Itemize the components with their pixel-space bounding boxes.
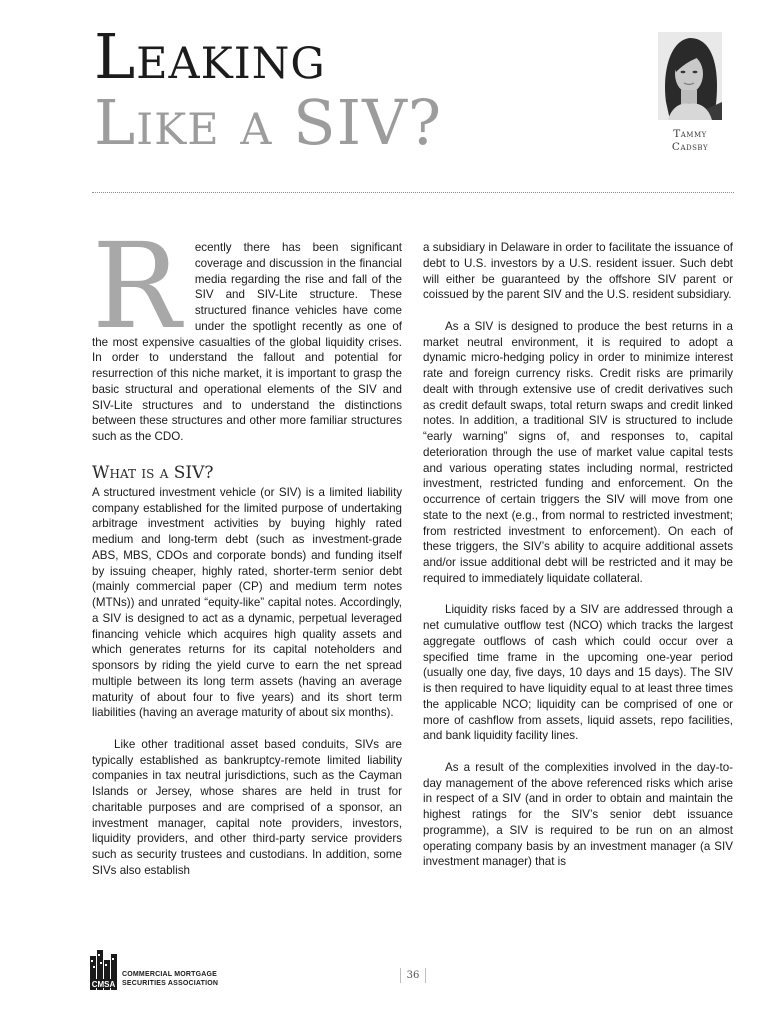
article-title [94, 20, 443, 159]
author-first-name: Tammy [673, 128, 707, 140]
page-number: 36 [400, 968, 426, 983]
logo-wordmark [122, 970, 218, 988]
title-line-1: Leaking [94, 20, 326, 93]
body-paragraph: As a SIV is designed to produce the best returns in a market neutral environment, it is required to adopt a dynamic micro-hedging policy in order to minimize interest rate and foreign currency risks. Credit risks are primarily dealt with through extensive use of credit derivatives such as credit default swaps, total return swaps and credit linked notes. In addition, a traditional SIV is structured to include “early warning” signs of, and responses to, capital deterioration through the use of market value capital tests and various operating states including normal, restricted investment, restricted funding and enforcement. On the occurrence of certain triggers the SIV will move from one state to the next (e.g., from normal to restricted investment; from restricted investment to enforcement). On each of these triggers, the SIV’s ability to acquire additional assets and/or issue additional debt will be restricted and it may be required to immediately liquidate collateral. [423, 319, 733, 585]
author-last-name: Cadsby [671, 141, 709, 153]
intro-text: ecently there has been significant coverage and discussion in the financial media regarding the rise and fall of the SIV and SIV-Lite structure. These structured finance vehicles have come under the spotlight recently as one of the most expensive casualties of the global liquidity crises. In order to understand the fallout and potential for resurrection of this niche market, it is important to grasp the basic structural and operational elements of the SIV and SIV-Lite structures and to understand the distinctions between these structures and other more familiar structures such as the CDO. [92, 241, 402, 443]
section-heading: What is a SIV? [92, 462, 214, 483]
intro-paragraph [92, 217, 402, 445]
body-paragraph: As a result of the complexities involved in the day-to-day management of the above referenced risks which arise in respect of a SIV (and in order to obtain and maintain the highest ratings for the SIV’s senior debt issuance programme), a SIV is required to be run on an almost operating company basis by an investment manager (a SIV investment manager) that is [423, 760, 733, 869]
body-paragraph: a subsidiary in Delaware in order to facilitate the issuance of debt to U.S. investors by a U.S. resident issuer. Such debt will either be guaranteed by the offshore SIV parent or coissued by the parent SIV and the U.S. resident subsidiary. [423, 241, 733, 302]
left-column [92, 217, 402, 894]
cmsa-logo [90, 950, 230, 994]
body-paragraph: Like other traditional asset based conduits, SIVs are typically established as bankruptcy-remote limited liability companies in tax neutral jurisdictions, such as the Cayman Islands or Jersey, whose shares are held in trust for charitable purposes and are comprised of a sponsor, an investment manager, capital note providers, investors, liquidity providers, and other third-party service providers such as security trustees and custodians. In addition, some SIVs also establish [92, 737, 402, 877]
drop-cap: R [92, 217, 181, 355]
title-line-2: Like a SIV? [94, 86, 443, 159]
right-column [423, 240, 733, 886]
author-photo [658, 32, 722, 120]
dotted-divider [92, 192, 734, 193]
body-paragraph: Liquidity risks faced by a SIV are addressed through a net cumulative outflow test (NCO) which tracks the largest aggregate outflows of cash which could occur over a specified time frame in the upcoming one-year period (usually one day, five days, 10 days and 15 days). The SIV is then required to have liquidity equal to at least three times the applicable NCO; liquidity can be comprised of one or more of cashflow from assets, liquid assets, repo facilities, and bank liquidity facility lines. [423, 603, 733, 743]
cmsa-logo-mark [90, 950, 118, 990]
logo-line-2: SECURITIES ASSOCIATION [122, 980, 219, 987]
logo-letters: CMSA [91, 980, 116, 989]
author-name [652, 128, 728, 154]
portrait-image [658, 32, 722, 120]
body-paragraph: A structured investment vehicle (or SIV) is a limited liability company established for the limited purpose of undertaking arbitrage investment activities by buying highly rated medium and long-term debt (such as investment-grade ABS, MBS, CDOs and corporate bonds) and funding itself by issuing cheaper, highly rated, shorter-term senior debt (mainly commercial paper (CP) and medium term notes (MTNs)) and unrated “equity-like” capital notes. Accordingly, a SIV is designed to act as a dynamic, perpetual leveraged financing vehicle which acquires high quality assets and which generates returns for its capital noteholders and sponsors by riding the yield curve to earn the net spread multiple between its long term assets (having an average maturity of about four to five years) and its short term liabilities (having an average maturity of about six months). [92, 485, 402, 720]
logo-line-1: COMMERCIAL MORTGAGE [122, 971, 218, 978]
